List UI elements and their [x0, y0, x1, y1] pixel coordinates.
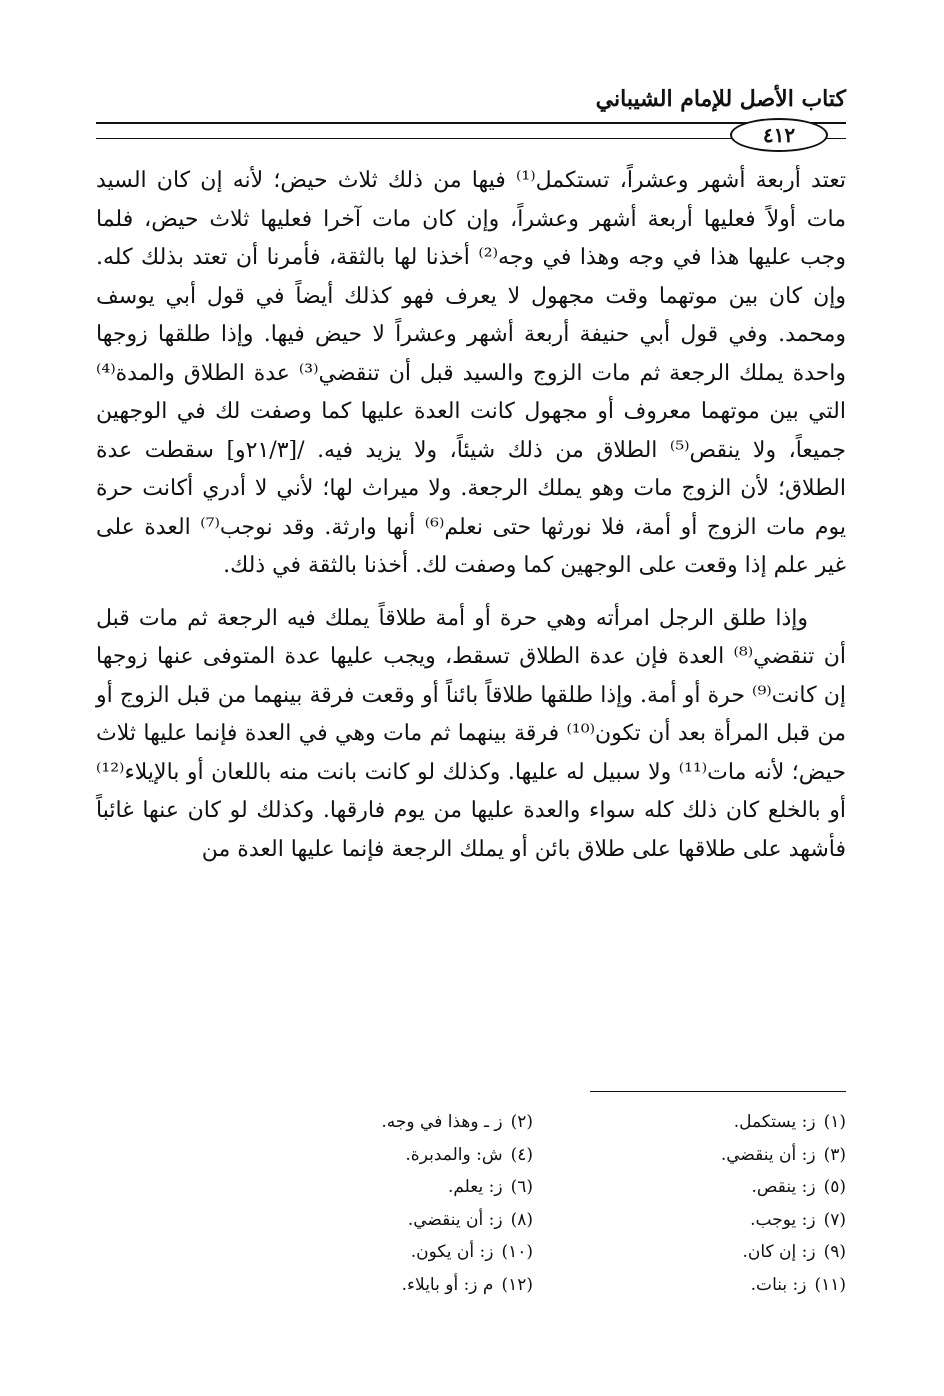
main-text [96, 162, 846, 869]
footnote-text: م ز: أو بايلاء. [401, 1274, 494, 1295]
paragraph: تعتد أربعة أشهر وعشراً، تستكمل⁽¹⁾ فيها من ذلك ثلاث حيض؛ لأنه إن كان السيد مات أولاً فعليها أربعة أشهر وعشراً، وإن كان مات آخرا فعليها ثلاث حيض، فلما وجب عليها هذا في وجه وهذا في وجه⁽²⁾ أخذنا لها بالثقة، فأمرنا أن تعتد بذلك كله. وإن كان بين موتهما وقت مجهول لا يعرف فهو كذلك أيضاً في قول أبي يوسف ومحمد. وفي قول أبي حنيفة أربعة أشهر وعشراً لا حيض فيها. وإذا طلقها زوجها واحدة يملك الرجعة ثم مات الزوج والسيد قبل أن تنقضي⁽³⁾ عدة الطلاق والمدة⁽⁴⁾ التي بين موتهما معروف أو مجهول كانت العدة عليها كما وصفت لك في الوجهين جميعاً، ولا ينقص⁽⁵⁾ الطلاق من ذلك شيئاً، ولا يزيد فيه. /[٢١/٣و] سقطت عدة الطلاق؛ لأن الزوج مات وهو يملك الرجعة. ولا ميراث لها؛ لأني لا أدري أكانت حرة يوم مات الزوج أو أمة، فلا نورثها حتى نعلم⁽⁶⁾ أنها وارثة. وقد نوجب⁽⁷⁾ العدة على غير علم إذا وقعت على الوجهين كما وصفت لك. أخذنا بالثقة في ذلك. [96, 168, 847, 578]
footnote-row [220, 1269, 846, 1302]
footnote-row [220, 1106, 846, 1139]
footnote-row [220, 1236, 846, 1269]
footnote [533, 1236, 846, 1269]
footnote-text: ز: يوجب. [750, 1209, 816, 1230]
running-title: كتاب الأصل للإمام الشيباني [595, 86, 846, 112]
footnote [220, 1106, 533, 1139]
footnote-separator [590, 1091, 846, 1092]
footnote-row [220, 1171, 846, 1204]
header-rule-thick [96, 122, 846, 124]
footnotes [220, 1106, 846, 1302]
footnote [533, 1171, 846, 1204]
footnote-number: (١٠) [501, 1242, 533, 1263]
footnote-text: ز: أن يكون. [410, 1242, 494, 1263]
footnote-text: ش: والمدبرة. [405, 1144, 503, 1165]
footnote-text: ز: بنات. [750, 1274, 807, 1295]
footnote [220, 1204, 533, 1237]
footnote-row [220, 1204, 846, 1237]
footnote-number: (٥) [823, 1177, 846, 1198]
footnote [220, 1171, 533, 1204]
footnote-number: (٣) [823, 1144, 846, 1165]
footnote-text: ز: أن ينقضي. [407, 1209, 503, 1230]
footnote-number: (١٢) [501, 1274, 533, 1295]
footnote-number: (١١) [814, 1274, 846, 1295]
footnote [533, 1204, 846, 1237]
footnote-number: (٤) [510, 1144, 533, 1165]
footnote-number: (٨) [510, 1209, 533, 1230]
footnote [220, 1269, 533, 1302]
footnote-number: (٩) [823, 1242, 846, 1263]
footnote-text: ز: يعلم. [447, 1177, 503, 1198]
footnote-text: ز ـ وهذا في وجه. [381, 1112, 503, 1132]
page-number: ٤١٢ [730, 118, 828, 152]
footnote-row [220, 1139, 846, 1172]
footnote-number: (٦) [510, 1177, 533, 1198]
footnote-text: ز: إن كان. [742, 1242, 816, 1263]
paragraph: وإذا طلق الرجل امرأته وهي حرة أو أمة طلاقاً يملك فيه الرجعة ثم مات قبل أن تنقضي⁽⁸⁾ العدة فإن عدة الطلاق تسقط، ويجب عليها عدة المتوفى عنها زوجها إن كانت⁽⁹⁾ حرة أو أمة. وإذا طلقها طلاقاً بائناً أو وقعت فرقة بينهما من قبل الزوج أو من قبل المرأة بعد أن تكون⁽¹⁰⁾ فرقة بينهما ثم مات وهي في العدة فإنما عليها ثلاث حيض؛ لأنه مات⁽¹¹⁾ ولا سبيل له عليها. وكذلك لو كانت بانت منه باللعان أو بالإيلاء⁽¹²⁾ أو بالخلع كان ذلك كله سواء والعدة عليها من يوم فارقها. وكذلك لو كان عنها غائباً فأشهد على طلاقها على طلاق بائن أو يملك الرجعة فإنما عليها العدة من [96, 605, 847, 862]
footnote-text: ز: أن ينقضي. [720, 1144, 816, 1165]
footnote [220, 1139, 533, 1172]
footnote [533, 1139, 846, 1172]
footnote [220, 1236, 533, 1269]
footnote-number: (٧) [823, 1209, 846, 1230]
footnote [533, 1106, 846, 1139]
footnote-text: ز: يستكمل. [733, 1112, 816, 1132]
footnote-text: ز: ينقص. [751, 1177, 816, 1198]
footnote-number: (١) [823, 1112, 846, 1132]
footnote [533, 1269, 846, 1302]
footnote-number: (٢) [510, 1112, 533, 1132]
